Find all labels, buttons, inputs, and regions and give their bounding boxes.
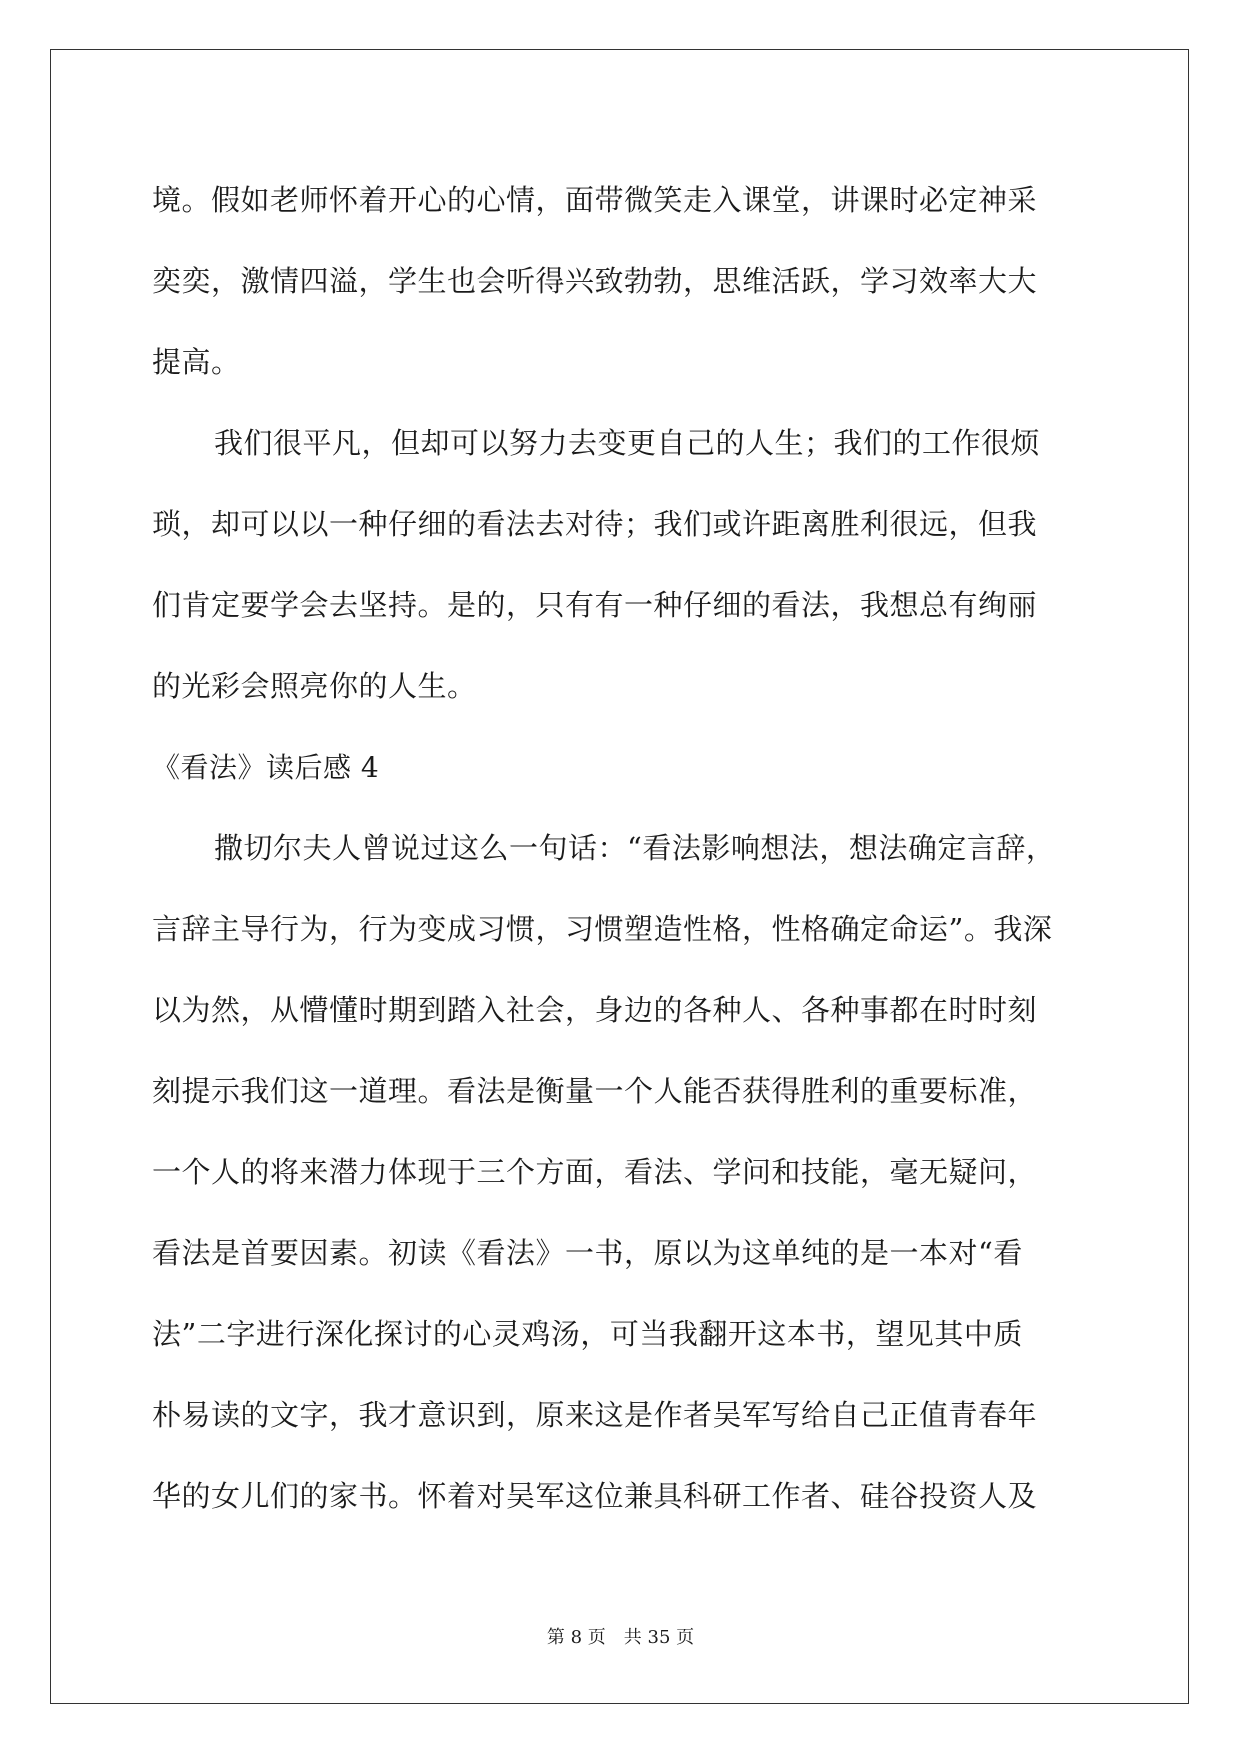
- text-line: 的光彩会照亮你的人生。: [152, 669, 477, 703]
- text-line: 朴易读的文字，我才意识到，原来这是作者吴军写给自己正值青春年: [152, 1398, 1038, 1432]
- page-total: 共 35 页: [623, 1627, 695, 1648]
- paragraph-first-line: 我们很平凡，但却可以努力去变更自己的人生；我们的工作很烦: [214, 426, 1041, 460]
- text-line: 琐，却可以以一种仔细的看法去对待；我们或许距离胜利很远，但我: [152, 507, 1038, 541]
- text-line: 华的女儿们的家书。怀着对吴军这位兼具科研工作者、硅谷投资人及: [152, 1479, 1038, 1513]
- paragraph-first-line: 撒切尔夫人曾说过这么一句话：“看法影响想法，想法确定言辞，: [214, 831, 1056, 865]
- text-line: 法”二字进行深化探讨的心灵鸡汤，可当我翻开这本书，望见其中质: [152, 1317, 1023, 1351]
- text-line: 提高。: [152, 345, 241, 379]
- text-line: 刻提示我们这一道理。看法是衡量一个人能否获得胜利的重要标准，: [152, 1074, 1038, 1108]
- document-body: [152, 160, 1090, 1537]
- text-line: 言辞主导行为，行为变成习惯，习惯塑造性格，性格确定命运”。我深: [152, 912, 1053, 946]
- text-line: 境。假如老师怀着开心的心情，面带微笑走入课堂，讲课时必定神采: [152, 183, 1038, 217]
- page-number: 第 8 页: [546, 1627, 606, 1648]
- text-line: 们肯定要学会去坚持。是的，只有有一种仔细的看法，我想总有绚丽: [152, 588, 1038, 622]
- text-line: 一个人的将来潜力体现于三个方面，看法、学问和技能，毫无疑问，: [152, 1155, 1038, 1189]
- page-footer: [0, 1626, 1241, 1650]
- text-line: 奕奕，激情四溢，学生也会听得兴致勃勃，思维活跃，学习效率大大: [152, 264, 1038, 298]
- section-heading: 《看法》读后感 4: [152, 751, 380, 784]
- text-line: 看法是首要因素。初读《看法》一书，原以为这单纯的是一本对“看: [152, 1236, 1023, 1270]
- text-line: 以为然，从懵懂时期到踏入社会，身边的各种人、各种事都在时时刻: [152, 993, 1038, 1027]
